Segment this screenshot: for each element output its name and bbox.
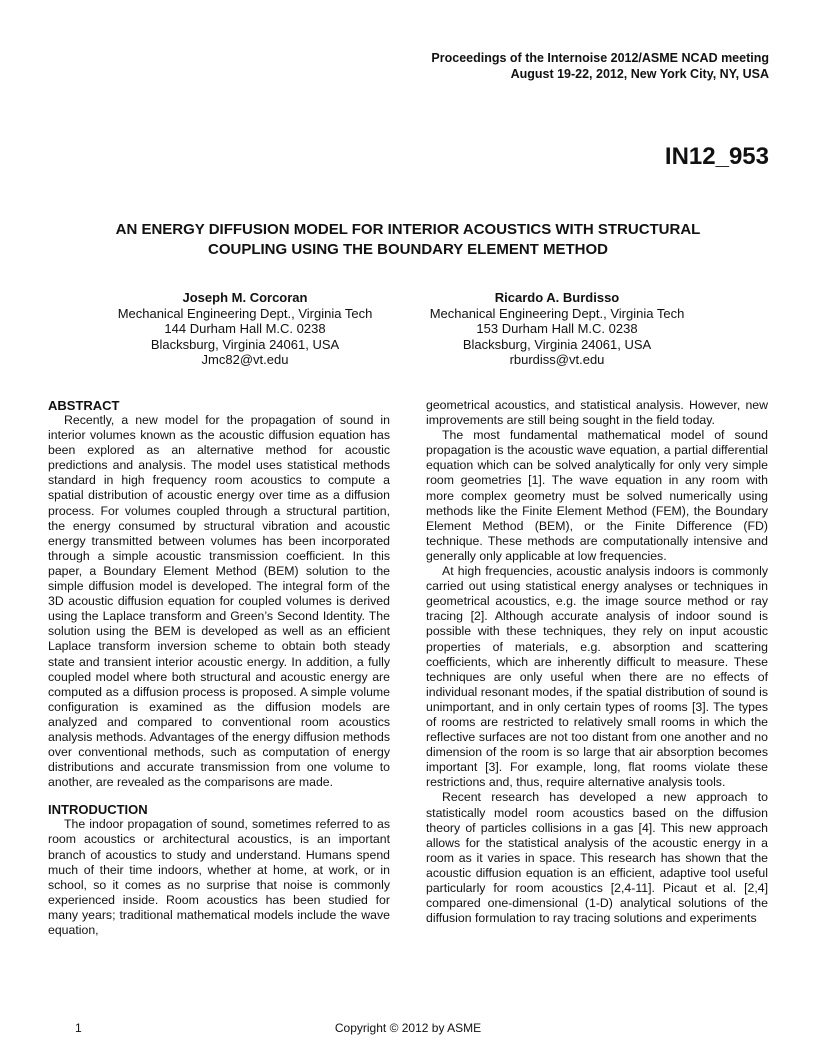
abstract-paragraph: Recently, a new model for the propagation of sound in interior volumes known as the acoustic diffusion equation has been explored as an alternative method for acoustic predictions and analysis. The model uses statistical methods standard in high frequency room acoustics to compute a spatial distribution of acoustic energy over time as a diffusion process. For volumes coupled through a structural partition, the energy consumed by structural vibration and acoustic energy transmitted between volumes has been incorporated through a simple acoustic transmission coefficient. In this paper, a Boundary Element Method (BEM) solution to the simple diffusion model is developed. The integral form of the 3D acoustic diffusion equation for coupled volumes is derived using the Laplace transform and Green’s Second Identity. The solution using the BEM is developed as well as an efficient Laplace transform inversion scheme to obtain both steady state and transient interior acoustic energy. In addition, a fully coupled model where both structural and acoustic energy are computed as a diffusion process is proposed. A simple volume configuration is examined as the diffusion models are analyzed and compared to conventional room acoustics analysis methods. Advantages of the energy diffusion methods over conventional methods, such as computation of energy distributions and accurate transmission from one volume to another, are revealed as the comparisons are made. [48,413,390,790]
body-paragraph: geometrical acoustics, and statistical analysis. However, new improvements are still being sought in the field today. [426,398,768,428]
body-paragraph: Recent research has developed a new approach to statistically model room acoustics based on the diffusion theory of particles collisions in a gas [4]. This new approach allows for the statistical analysis of the acoustic energy in a room as it varies in space. This research has shown that the acoustic diffusion equation is an efficient, adaptive tool useful particularly for room acoustics [2,4-11]. Picaut et al. [2,4] compared one-dimensional (1-D) analytical solutions of the diffusion formulation to ray tracing solutions and experiments [426,790,768,926]
body-paragraph: The most fundamental mathematical model of sound propagation is the acoustic wave equation, a partial differential equation which can be solved analytically for only very simple room geometries [1]. The wave equation in any room with more complex geometry must be solved numerically using methods like the Finite Element Method (FEM), the Boundary Element Method (BEM), or the Finite Difference (FD) technique. These methods are computationally intensive and generally only applicable at low frequencies. [426,428,768,563]
author-address: 153 Durham Hall M.C. 0238 [476,321,638,336]
author-city: Blacksburg, Virginia 24061, USA [462,336,652,352]
conference-name: Proceedings of the Internoise 2012/ASME NCAD meeting [431,51,769,65]
author-city: Blacksburg, Virginia 24061, USA [150,336,340,352]
conference-header [431,50,769,82]
author-name: Ricardo A. Burdisso [494,290,620,305]
author-department: Mechanical Engineering Dept., Virginia Tech [117,305,373,321]
right-column [426,398,768,926]
author-department: Mechanical Engineering Dept., Virginia Tech [429,305,685,321]
author-block-2 [392,290,722,368]
page-number: 1 [75,1021,82,1035]
author-name: Joseph M. Corcoran [182,290,308,305]
author-email: Jmc82@vt.edu [201,352,289,367]
paper-title [60,220,756,260]
left-column [48,398,390,938]
author-block-1 [80,290,410,368]
introduction-paragraph: The indoor propagation of sound, sometimes referred to as room acoustics or architectural acoustics, is an important branch of acoustics to study and understand. Humans spend much of their time indoors, whether at home, at work, or in school, so it comes as no surprise that noise is commonly experienced inside. Room acoustics has been studied for many years; traditional mathematical models include the wave equation, [48,817,390,937]
body-paragraph: At high frequencies, acoustic analysis indoors is commonly carried out using statistical energy analyses or techniques in geometrical acoustics, e.g. the image source method or ray tracing [2]. Although accurate analysis of indoor sound is possible with these techniques, they rely on input acoustic properties of materials, e.g. absorption and scattering coefficients, which are inherently difficult to measure. These techniques are only useful when there are no effects of individual resonant modes, if the spatial distribution of sound is unimportant, and in only certain types of rooms [3]. The types of rooms are restricted to relatively small rooms in which the reflective surfaces are not too distant from one another and no dimension of the room is so large that air absorption becomes important [3]. For example, long, flat rooms violate these restrictions and, thus, require alternative analysis tools. [426,564,768,790]
copyright-notice: Copyright © 2012 by ASME [334,1021,482,1035]
author-email: rburdiss@vt.edu [509,352,605,367]
paper-id: IN12_953 [664,143,769,170]
author-address: 144 Durham Hall M.C. 0238 [164,321,326,336]
introduction-heading: INTRODUCTION [48,802,148,818]
abstract-heading: ABSTRACT [48,398,120,413]
conference-date-location: August 19-22, 2012, New York City, NY, USA [510,67,769,81]
paper-title-line-1: AN ENERGY DIFFUSION MODEL FOR INTERIOR ACOUSTICS WITH STRUCTURAL [115,221,701,238]
paper-title-line-2: COUPLING USING THE BOUNDARY ELEMENT METHOD [207,241,608,258]
